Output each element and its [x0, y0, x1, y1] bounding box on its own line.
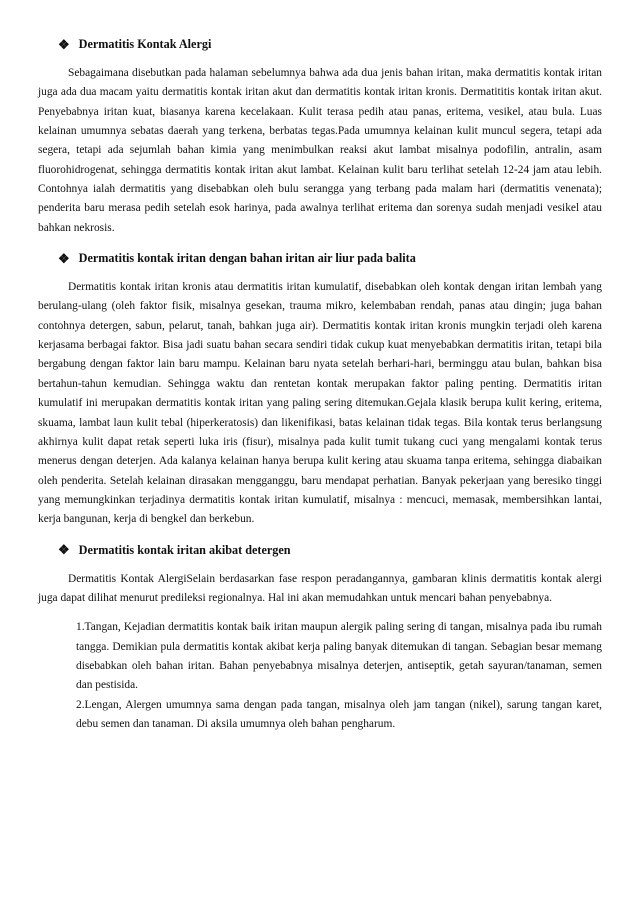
section-paragraph: Dermatitis Kontak AlergiSelain berdasarkan fase respon peradangannya, gambaran klinis dermatitis kontak alergi juga dapat dilihat menurut predileksi regionalnya. Hal ini akan memudahkan untuk mencari bahan penyebabnya. — [38, 572, 602, 604]
section-heading — [58, 250, 602, 266]
section-heading — [58, 542, 602, 558]
section-heading — [58, 36, 602, 52]
four-diamond-bullet-icon: ❖ — [58, 542, 70, 558]
section-dermatitis-air-liur-balita — [38, 250, 602, 529]
section-heading-text: Dermatitis kontak iritan akibat detergen — [78, 542, 291, 557]
section-dermatitis-kontak-alergi — [38, 36, 602, 238]
section-paragraph: Sebagaimana disebutkan pada halaman sebelumnya bahwa ada dua jenis bahan iritan, maka dermatitis kontak iritan juga ada dua macam yaitu dermatitis kontak iritan akut dan dermatitis kontak iritan kronis. Dermatititis kontak iritan akut. Penyebabnya iritan kuat, biasanya karena kecelakaan. Kulit terasa pedih atau panas, eritema, vesikel, atau bula. Luas kelainan umumnya sebatas daerah yang terkena, berbatas tegas.Pada umumnya kelainan kulit muncul segera, tetapi ada segera, tetapi ada sejumlah bahan kimia yang menimbulkan reaksi akut lambat misalnya podofilin, antralin, asam fluorohidrogenat, sehingga dermatitis kontak iritan akut lambat. Kelainan kulit baru terlihat setelah 12-24 jam atau lebih. Contohnya ialah dermatitis yang disebabkan oleh bulu serangga yang terbang pada malam hari (dermatitis venenata); penderita baru merasa pedih setelah esok harinya, pada awalnya terlihat eritema dan sorenya sudah menjadi vesikel atau bahkan nekrosis. — [38, 67, 602, 234]
section-heading-text: Dermatitis kontak iritan dengan bahan iritan air liur pada balita — [78, 251, 416, 266]
list-item: 2.Lengan, Alergen umumnya sama dengan pada tangan, misalnya oleh jam tangan (nikel), sarung tangan karet, debu semen dan tanaman. Di aksila umumnya oleh bahan pengharum. — [76, 698, 602, 730]
section-paragraph: Dermatitis kontak iritan kronis atau dermatitis iritan kumulatif, disebabkan oleh kontak dengan iritan lembah yang berulang-ulang (oleh faktor fisik, misalnya gesekan, trauma mikro, kelembaban rendah, panas atau dingin; juga bahan contohnya detergen, sabun, pelarut, tanah, bahkan juga air). Dermatitis kontak iritan kronis mungkin terjadi oleh karena kerjasama berbagai faktor. Bisa jadi suatu bahan secara sendiri tidak cukup kuat menyebabkan dermatitis iritan, tetapi bila bergabung dengan faktor lain baru mampu. Kelainan baru nyata setelah berhari-hari, berminggu atau bulan, bahkan bisa bertahun-tahun kemudian. Sehingga waktu dan rentetan kontak merupakan faktor paling penting. Dermatitis iritan kumulatif ini merupakan dermatitis kontak iritan yang paling sering ditemukan.Gejala klasik berupa kulit kering, eritema, skuama, lambat laun kulit tebal (hiperkeratosis) dan likenifikasi, batas kelainan tidak tegas. Bila kontak terus berlangsung akhirnya kulit dapat retak seperti luka iris (fisur), misalnya pada kulit tumit tukang cuci yang mengalami kontak terus menerus dengan deterjen. Ada kalanya kelainan hanya berupa kulit kering atau skuama tanpa eritema, sehingga diabaikan oleh penderita. Setelah kelainan dirasakan mengganggu, baru mendapat perhatian. Banyak pekerjaan yang beresiko tinggi yang memungkinkan terjadinya dermatitis kontak iritan kumulatif, misalnya : mencuci, memasak, membersihkan lantai, kerja bangunan, kerja di bengkel dan berkebun. — [38, 281, 602, 526]
four-diamond-bullet-icon: ❖ — [58, 36, 70, 52]
section-heading-text: Dermatitis Kontak Alergi — [78, 37, 212, 51]
list-item: 1.Tangan, Kejadian dermatitis kontak baik iritan maupun alergik paling sering di tangan, misalnya pada ibu rumah tangga. Demikian pula dermatitis kontak akibat kerja paling banyak ditemukan di tangan. Sebagian besar memang disebabkan oleh bahan iritan. Bahan penyebabnya misalnya deterjen, antiseptik, getah sayuran/tanaman, semen dan pestisida. — [76, 621, 602, 692]
section-dermatitis-akibat-detergen — [38, 542, 602, 735]
four-diamond-bullet-icon: ❖ — [58, 250, 70, 266]
numbered-list — [76, 618, 602, 734]
